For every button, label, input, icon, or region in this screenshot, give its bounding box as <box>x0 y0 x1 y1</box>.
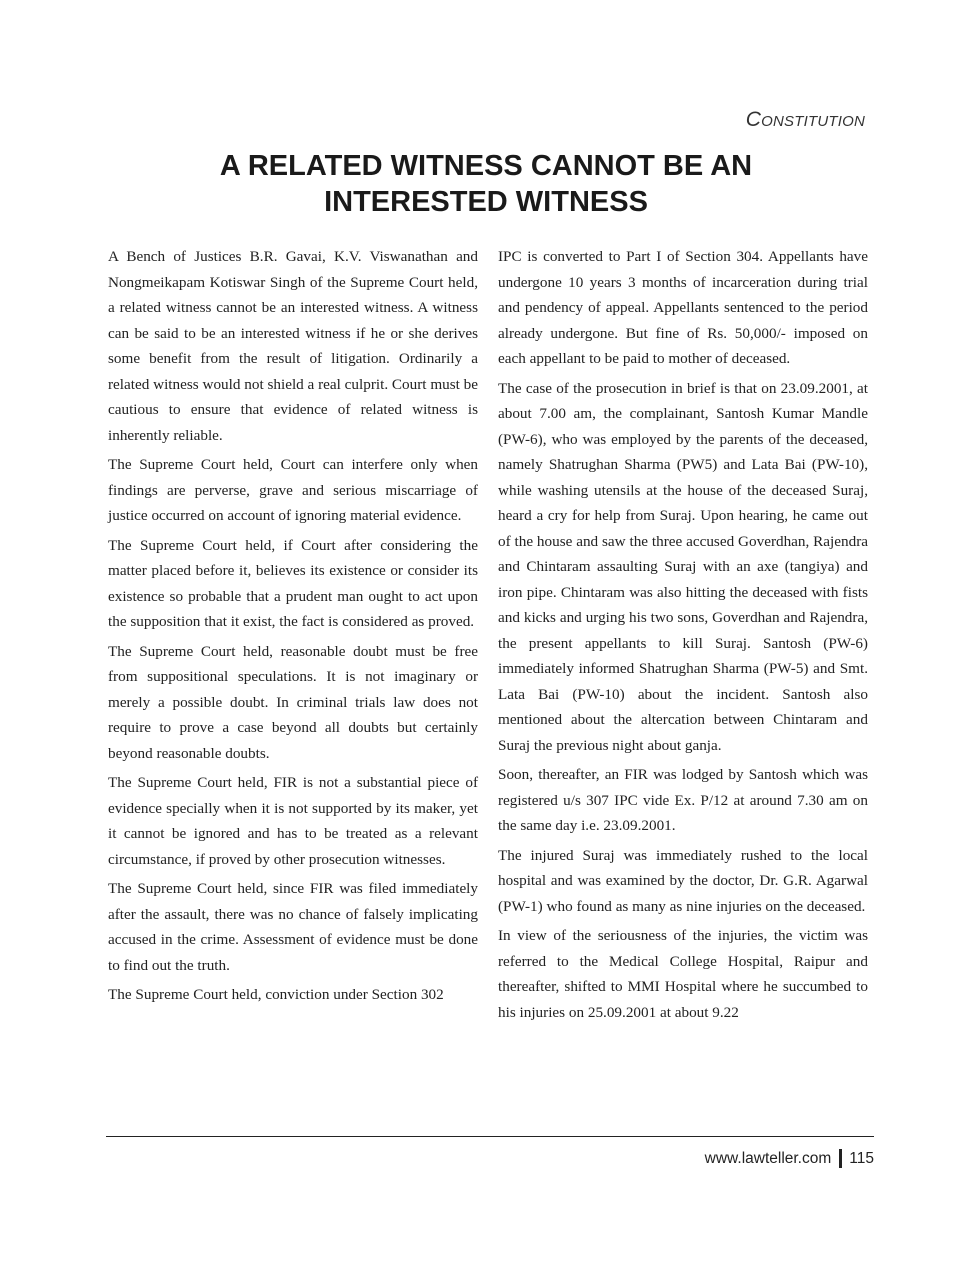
paragraph: The Supreme Court held, if Court after considering the matter placed before it, believes its existence or consider its existence so probable that a prudent man ought to act upon the supposition that it exist, the fact is considered as proved. <box>108 536 478 630</box>
section-label: Constitution <box>745 108 865 131</box>
title-line-1: A RELATED WITNESS CANNOT BE AN <box>219 150 753 182</box>
footer-divider <box>106 1136 874 1137</box>
paragraph: The injured Suraj was immediately rushed to the local hospital and was examined by the doctor, Dr. G.R. Agarwal (PW-1) who found as many as nine injuries on the deceased. <box>498 846 868 915</box>
paragraph: The Supreme Court held, FIR is not a substantial piece of evidence specially when it is not supported by its maker, yet it cannot be ignored and has to be treated as a relevant circumstance, if proved by other prosecution witnesses. <box>108 774 478 868</box>
page-footer <box>705 1149 874 1168</box>
paragraph: The case of the prosecution in brief is that on 23.09.2001, at about 7.00 am, the complainant, Santosh Kumar Mandle (PW-6), who was employed by the parents of the deceased, namely Shatrughan Sharma (PW5) and Lata Bai (PW-10), while washing utensils at the house of the deceased Suraj, heard a cry for help from Suraj. Upon hearing, he came out of the house and saw the three accused Goverdhan, Rajendra and Chintaram assaulting Suraj with an axe (tangiya) and iron pipe. Chintaram was also hitting the deceased with fists and kicks and urging his two sons, Goverdhan and Rajendra, the present appellants to kill Suraj. Santosh (PW-6) immediately informed Shatrughan Sharma (PW-5) and Smt. Lata Bai (PW-10) about the incident. Santosh also mentioned about the altercation between Chintaram and Suraj the previous night about ganja. <box>498 379 868 754</box>
paragraph: The Supreme Court held, conviction under Section 302 <box>108 986 444 1003</box>
paragraph: A Bench of Justices B.R. Gavai, K.V. Viswanathan and Nongmeikapam Kotiswar Singh of the Supreme Court held, a related witness cannot be an interested witness. A witness can be said to be an interested witness if he or she derives some benefit from the result of litigation. Ordinarily a related witness would not shield a real culprit. Court must be cautious to ensure that evidence of related witness is inherently reliable. <box>108 248 478 444</box>
paragraph: IPC is converted to Part I of Section 304. Appellants have undergone 10 years 3 months of incarceration during trial and pendency of appeal. Appellants sentenced to the period already undergone. But fine of Rs. 50,000/- imposed on each appellant to be paid to mother of deceased. <box>498 248 868 367</box>
website-link[interactable]: www.lawteller.com <box>704 1149 832 1167</box>
paragraph: In view of the seriousness of the injuries, the victim was referred to the Medical College Hospital, Raipur and thereafter, shifted to MMI Hospital where he succumbed to his injuries on 25.09.2001 at about 9.22 <box>498 927 868 1021</box>
page-number: 115 <box>849 1149 874 1167</box>
right-column <box>498 244 868 1029</box>
paragraph: Soon, thereafter, an FIR was lodged by Santosh which was registered u/s 307 IPC vide Ex. P/12 at around 7.30 am on the same day i.e. 23.09.2001. <box>498 766 868 834</box>
footer-separator <box>839 1149 842 1168</box>
paragraph: The Supreme Court held, since FIR was filed immediately after the assault, there was no chance of falsely implicating accused in the crime. Assessment of evidence must be done to find out the truth. <box>108 880 478 974</box>
paragraph: The Supreme Court held, Court can interfere only when findings are perverse, grave and serious miscarriage of justice occurred on account of ignoring material evidence. <box>108 456 478 524</box>
title-line-2: INTERESTED WITNESS <box>324 186 648 218</box>
paragraph: The Supreme Court held, reasonable doubt must be free from suppositional speculations. It is not imaginary or merely a possible doubt. In criminal trials law does not require to prove a case beyond all doubts but certainly beyond reasonable doubts. <box>108 642 478 762</box>
article-title <box>100 148 872 220</box>
left-column <box>108 244 478 1012</box>
